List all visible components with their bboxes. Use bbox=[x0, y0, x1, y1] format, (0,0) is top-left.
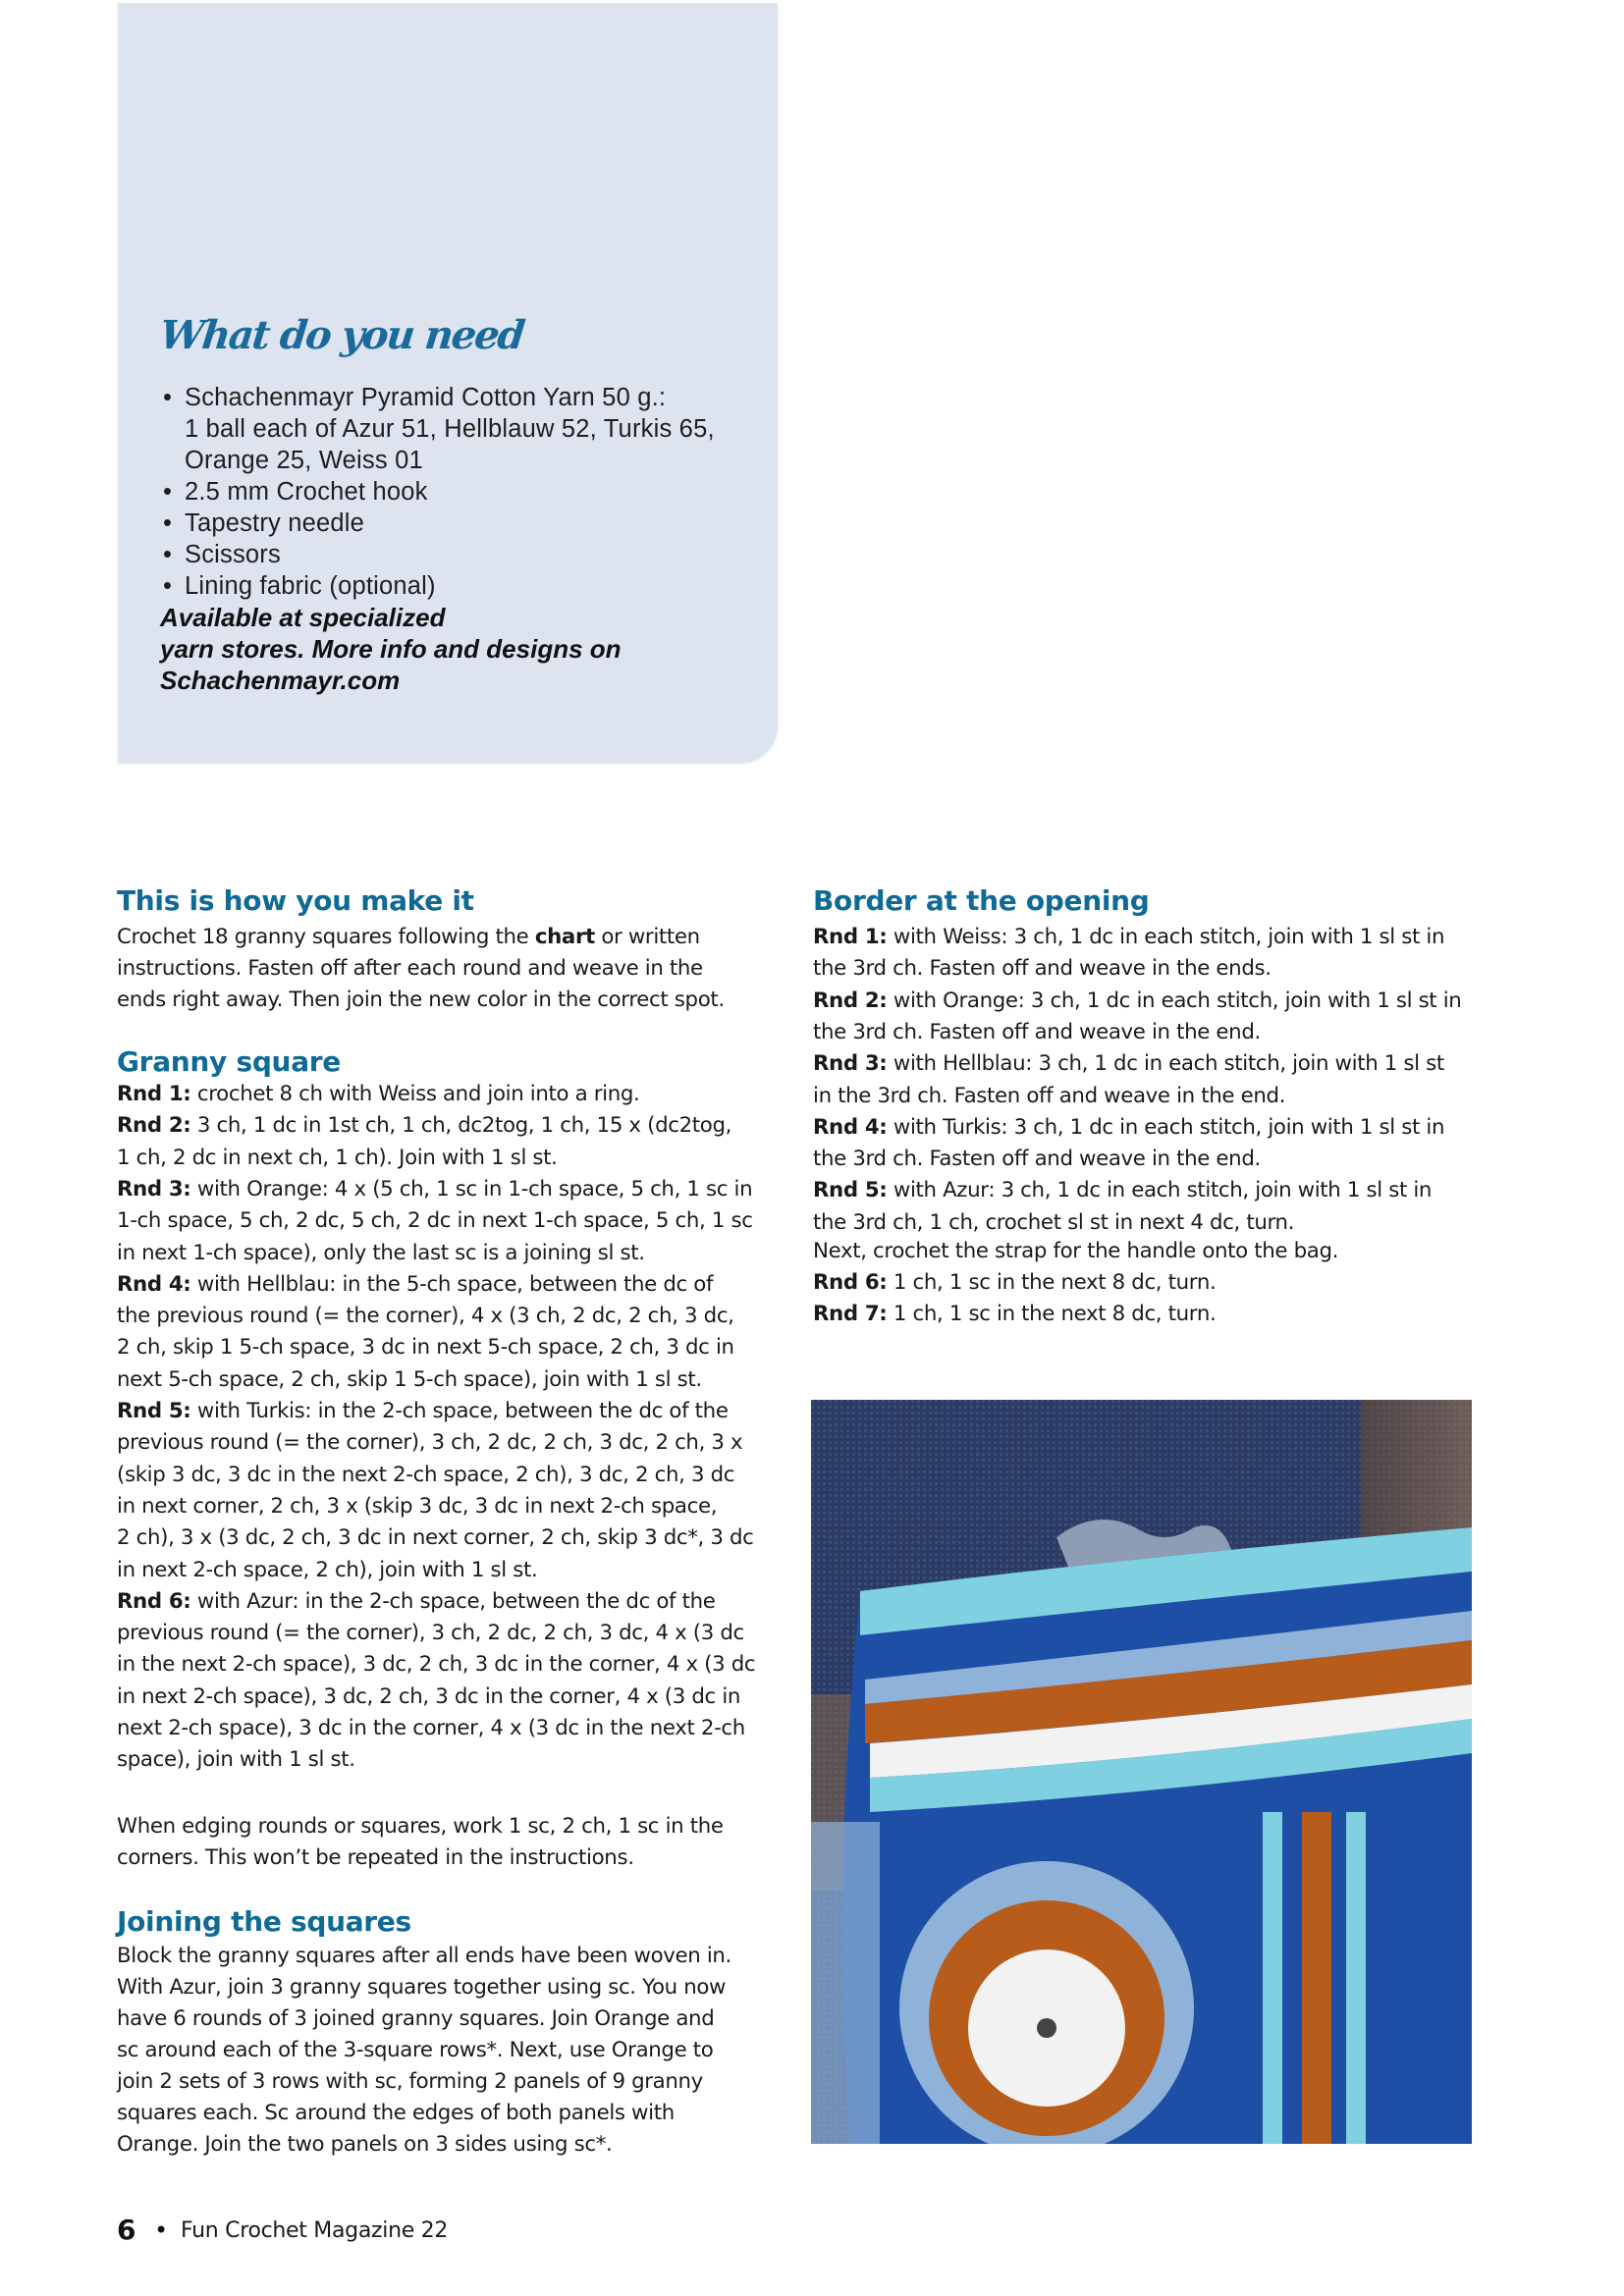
round-text: with Azur: in the 2-ch space, between the dc of the bbox=[190, 1588, 716, 1614]
round-text: in next 2-ch space, 2 ch), join with 1 sl st. bbox=[117, 1557, 538, 1582]
round-line bbox=[813, 1017, 1261, 1048]
round-text: the 3rd ch. Fasten off and weave in the end. bbox=[813, 1019, 1261, 1044]
round-line bbox=[813, 986, 1461, 1017]
joining-line: Block the granny squares after all ends have been woven in. bbox=[117, 1944, 731, 1968]
round-text: space), join with 1 sl st. bbox=[117, 1747, 355, 1773]
round-text: the 3rd ch. Fasten off and weave in the end. bbox=[813, 1147, 1261, 1172]
strap-round bbox=[813, 1299, 1216, 1330]
round-line bbox=[117, 1301, 734, 1332]
intro-text: or written bbox=[594, 925, 700, 949]
round-line bbox=[117, 1143, 558, 1174]
round-text: the previous round (= the corner), 4 x (3 ch, 2 dc, 2 ch, 3 dc, bbox=[117, 1304, 734, 1329]
round-line bbox=[117, 1649, 755, 1681]
round-line bbox=[117, 1491, 717, 1522]
round-text: 1 ch, 1 sc in the next 8 dc, turn. bbox=[887, 1270, 1217, 1295]
crochet-bag-photo bbox=[811, 1400, 1472, 2144]
round-label: Rnd 1: bbox=[813, 925, 888, 949]
round-text: with Orange: 4 x (5 ch, 1 sc in 1-ch space, 5 ch, 1 sc in bbox=[190, 1176, 753, 1201]
section-heading-how-to: This is how you make it bbox=[117, 884, 474, 917]
round-text: in next 2-ch space), 3 dc, 2 ch, 3 dc in the corner, 4 x (3 dc in bbox=[117, 1683, 741, 1709]
round-line bbox=[813, 1175, 1432, 1206]
materials-item-text: Tapestry needle bbox=[185, 509, 365, 537]
round-label: Rnd 4: bbox=[117, 1271, 191, 1297]
materials-item bbox=[163, 476, 428, 507]
availability-note: Schachenmayr.com bbox=[160, 666, 401, 695]
round-text: 1 ch, 1 sc in the next 8 dc, turn. bbox=[887, 1302, 1217, 1326]
round-text: crochet 8 ch with Weiss and join into a ring. bbox=[190, 1082, 640, 1106]
round-label: Rnd 6: bbox=[813, 1270, 888, 1295]
round-text: 1 ch, 2 dc in next ch, 1 ch). Join with 1 sl st. bbox=[117, 1145, 558, 1170]
materials-item-text: Schachenmayr Pyramid Cotton Yarn 50 g.: bbox=[185, 384, 667, 411]
round-line bbox=[813, 1112, 1444, 1144]
round-line bbox=[117, 1744, 355, 1776]
materials-item bbox=[163, 539, 281, 570]
joining-line: With Azur, join 3 granny squares together using sc. You now bbox=[117, 1975, 727, 2000]
round-text: 2 ch, skip 1 5-ch space, 3 dc in next 5-ch space, 2 ch, 3 dc in bbox=[117, 1335, 734, 1361]
strap-note: Next, crochet the strap for the handle onto the bag. bbox=[813, 1239, 1339, 1263]
round-line bbox=[117, 1396, 729, 1427]
intro-line bbox=[117, 922, 700, 953]
round-text: in next 1-ch space), only the last sc is a joining sl st. bbox=[117, 1240, 645, 1265]
materials-item-text: Lining fabric (optional) bbox=[185, 572, 436, 600]
round-text: with Weiss: 3 ch, 1 dc in each stitch, join with 1 sl st in bbox=[887, 925, 1445, 949]
round-line bbox=[117, 1364, 702, 1396]
strap-round bbox=[813, 1267, 1216, 1299]
round-text: next 2-ch space), 3 dc in the corner, 4 x (3 dc in the next 2-ch bbox=[117, 1716, 745, 1740]
availability-note: Available at specialized bbox=[160, 603, 446, 632]
round-label: Rnd 7: bbox=[813, 1302, 888, 1326]
round-text: with Orange: 3 ch, 1 dc in each stitch, join with 1 sl st in bbox=[887, 988, 1462, 1013]
section-heading-border: Border at the opening bbox=[813, 884, 1150, 917]
materials-item-text: 2.5 mm Crochet hook bbox=[185, 478, 428, 506]
bullet-icon: • bbox=[163, 509, 173, 537]
round-line bbox=[117, 1269, 713, 1301]
round-line bbox=[813, 1081, 1285, 1112]
round-text: previous round (= the corner), 3 ch, 2 dc, 2 ch, 3 dc, 2 ch, 3 x bbox=[117, 1430, 743, 1456]
round-line bbox=[117, 1555, 537, 1586]
footer-separator: • bbox=[154, 2216, 169, 2244]
round-line bbox=[117, 1110, 731, 1142]
round-line bbox=[117, 1586, 716, 1618]
round-text: in the 3rd ch. Fasten off and weave in the end. bbox=[813, 1083, 1286, 1108]
crochet-bag-photo-icon bbox=[811, 1400, 1472, 2144]
round-text: previous round (= the corner), 3 ch, 2 dc, 2 ch, 3 dc, 4 x (3 dc bbox=[117, 1621, 744, 1646]
intro-text: Crochet 18 granny squares following the bbox=[117, 925, 535, 949]
round-line bbox=[813, 1048, 1444, 1080]
round-label: Rnd 2: bbox=[813, 988, 888, 1013]
round-text: the 3rd ch, 1 ch, crochet sl st in next 4 dc, turn. bbox=[813, 1209, 1295, 1235]
materials-item-continuation: 1 ball each of Azur 51, Hellblauw 52, Turkis 65, bbox=[185, 415, 715, 443]
materials-item bbox=[163, 382, 666, 413]
round-text: (skip 3 dc, 3 dc in the next 2-ch space, 2 ch), 3 dc, 2 ch, 3 dc bbox=[117, 1462, 735, 1487]
round-label: Rnd 5: bbox=[813, 1178, 888, 1203]
round-label: Rnd 5: bbox=[117, 1399, 191, 1423]
round-line bbox=[117, 1174, 752, 1205]
round-line bbox=[813, 953, 1272, 985]
materials-title: What do you need bbox=[157, 312, 526, 358]
round-text: next 5-ch space, 2 ch, skip 1 5-ch space), join with 1 sl st. bbox=[117, 1366, 702, 1392]
joining-line: squares each. Sc around the edges of both panels with bbox=[117, 2101, 675, 2125]
round-line bbox=[117, 1238, 645, 1269]
materials-item bbox=[163, 507, 364, 539]
round-text: with Turkis: 3 ch, 1 dc in each stitch, join with 1 sl st in bbox=[887, 1114, 1445, 1140]
round-text: 2 ch), 3 x (3 dc, 2 ch, 3 dc in next corner, 2 ch, skip 3 dc*, 3 dc bbox=[117, 1525, 754, 1551]
section-heading-joining: Joining the squares bbox=[117, 1905, 411, 1938]
edging-note-line: When edging rounds or squares, work 1 sc, 2 ch, 1 sc in the bbox=[117, 1814, 724, 1839]
chart-reference: chart bbox=[534, 925, 595, 949]
round-text: 3 ch, 1 dc in 1st ch, 1 ch, dc2tog, 1 ch, 15 x (dc2tog, bbox=[190, 1113, 732, 1139]
round-label: Rnd 4: bbox=[813, 1114, 888, 1140]
round-line bbox=[117, 1205, 753, 1237]
materials-item-text: Scissors bbox=[185, 541, 281, 568]
round-label: Rnd 1: bbox=[117, 1082, 191, 1106]
round-line bbox=[813, 1207, 1294, 1239]
intro-line: ends right away. Then join the new color in the correct spot. bbox=[117, 988, 725, 1012]
materials-item-continuation: Orange 25, Weiss 01 bbox=[185, 447, 423, 474]
materials-item bbox=[163, 570, 436, 602]
round-line bbox=[117, 1713, 745, 1744]
round-line bbox=[117, 1427, 742, 1459]
round-line bbox=[117, 1682, 740, 1713]
availability-note: yarn stores. More info and designs on bbox=[160, 634, 622, 664]
round-line bbox=[117, 1079, 639, 1110]
intro-line: instructions. Fasten off after each round and weave in the bbox=[117, 956, 703, 981]
joining-line: join 2 sets of 3 rows with sc, forming 2 panels of 9 granny bbox=[117, 2069, 703, 2094]
round-line bbox=[813, 1144, 1261, 1175]
round-text: with Hellblau: 3 ch, 1 dc in each stitch, join with 1 sl st bbox=[887, 1051, 1444, 1077]
round-text: in next corner, 2 ch, 3 x (skip 3 dc, 3 dc in next 2-ch space, bbox=[117, 1493, 718, 1519]
bullet-icon: • bbox=[163, 384, 173, 411]
joining-line: sc around each of the 3-square rows*. Next, use Orange to bbox=[117, 2038, 714, 2062]
round-text: 1-ch space, 5 ch, 2 dc, 5 ch, 2 dc in next 1-ch space, 5 ch, 1 sc bbox=[117, 1208, 753, 1234]
round-line bbox=[117, 1618, 744, 1649]
round-label: Rnd 3: bbox=[813, 1051, 888, 1077]
round-text: with Turkis: in the 2-ch space, between the dc of the bbox=[190, 1399, 729, 1423]
edging-note-line: corners. This won’t be repeated in the instructions. bbox=[117, 1845, 634, 1870]
round-label: Rnd 6: bbox=[117, 1588, 191, 1614]
page-number: 6 bbox=[117, 2214, 136, 2246]
section-heading-granny-square: Granny square bbox=[117, 1045, 341, 1078]
joining-line: have 6 rounds of 3 joined granny squares. Join Orange and bbox=[117, 2006, 715, 2031]
round-line bbox=[117, 1332, 734, 1363]
bullet-icon: • bbox=[163, 572, 173, 600]
round-text: with Azur: 3 ch, 1 dc in each stitch, join with 1 sl st in bbox=[887, 1178, 1433, 1203]
round-line bbox=[117, 1522, 754, 1554]
round-text: in the next 2-ch space), 3 dc, 2 ch, 3 dc in the corner, 4 x (3 dc bbox=[117, 1652, 756, 1678]
joining-line: Orange. Join the two panels on 3 sides using sc*. bbox=[117, 2132, 613, 2157]
publication-name: Fun Crochet Magazine 22 bbox=[181, 2218, 449, 2243]
round-text: the 3rd ch. Fasten off and weave in the ends. bbox=[813, 956, 1272, 982]
bullet-icon: • bbox=[163, 541, 173, 568]
round-label: Rnd 2: bbox=[117, 1113, 191, 1139]
round-label: Rnd 3: bbox=[117, 1176, 191, 1201]
bullet-icon: • bbox=[163, 478, 173, 506]
round-text: with Hellblau: in the 5-ch space, between the dc of bbox=[190, 1271, 714, 1297]
round-line bbox=[117, 1460, 734, 1491]
round-line bbox=[813, 922, 1444, 953]
